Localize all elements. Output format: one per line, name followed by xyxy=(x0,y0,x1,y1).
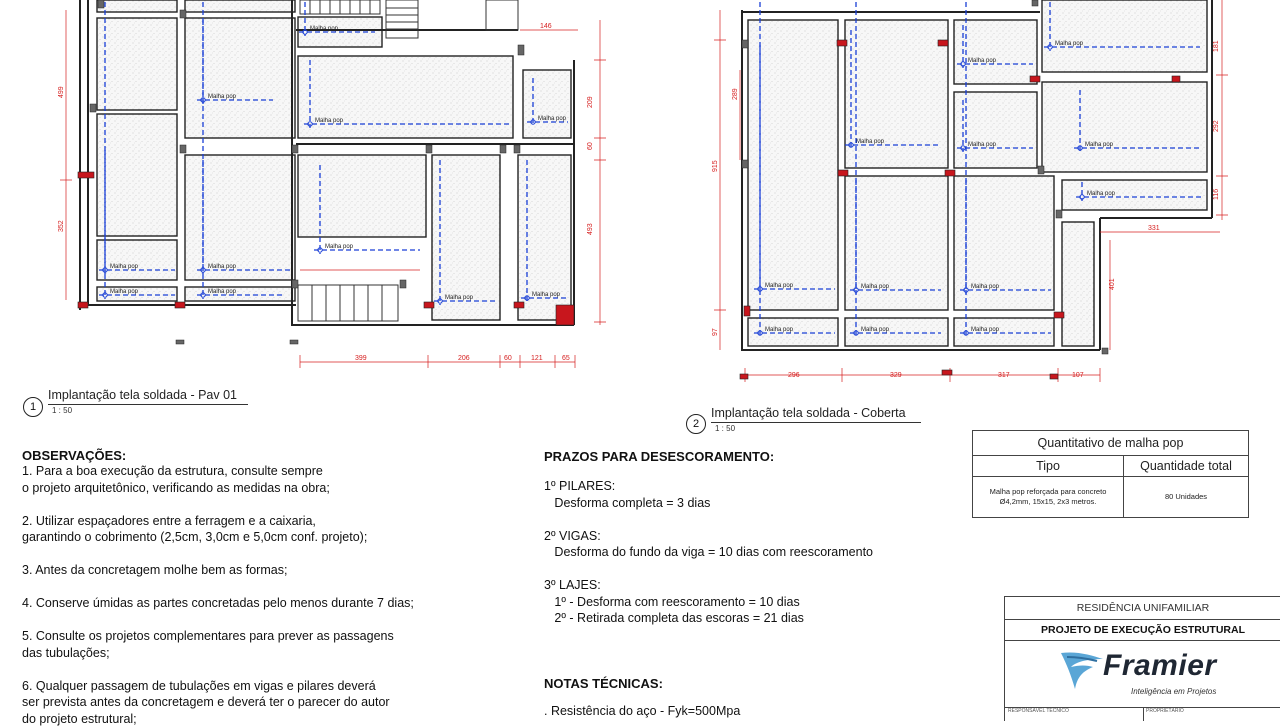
p1-dim-r2: 60 xyxy=(587,142,594,150)
col-tipo: Tipo xyxy=(973,456,1124,477)
mesh-label: Malha pop xyxy=(208,289,237,295)
prazos-block xyxy=(544,449,873,627)
mesh-label: Malha pop xyxy=(765,283,794,289)
notas-title: NOTAS TÉCNICAS: xyxy=(544,676,740,691)
row-tipo-line1: Malha pop reforçada para concreto xyxy=(974,487,1122,497)
text-line: 5. Consulte os projetos complementares para prever as passagens xyxy=(22,628,414,645)
prazos-title: PRAZOS PARA DESESCORAMENTO: xyxy=(544,449,873,464)
stamp-tagline: Inteligência em Projetos xyxy=(1131,687,1216,696)
observacoes-title: OBSERVAÇÕES: xyxy=(22,448,414,463)
mesh-label: Malha pop xyxy=(1055,41,1084,47)
row-tipo xyxy=(973,477,1124,518)
stamp-project: PROJETO DE EXECUÇÃO ESTRUTURAL xyxy=(1005,620,1280,641)
row-tipo-line2: Ø4,2mm, 15x15, 2x3 metros. xyxy=(974,497,1122,507)
mesh-label: Malha pop xyxy=(110,289,139,295)
text-line: 4. Conserve úmidas as partes concretadas pelo menos durante 7 dias; xyxy=(22,595,414,612)
p1-dim-b1: 206 xyxy=(458,355,470,362)
p1-dim-b2: 60 xyxy=(504,355,512,362)
title-stamp xyxy=(1004,596,1280,721)
text-line: 2. Utilizar espaçadores entre a ferragem e a caixaria, xyxy=(22,513,414,530)
p2-dim-l2: 97 xyxy=(712,328,719,336)
mesh-label: Malha pop xyxy=(208,264,237,270)
p1-title: Implantação tela soldada - Pav 01 xyxy=(48,388,237,402)
p1-dim-r3: 493 xyxy=(587,223,594,235)
mesh-label: Malha pop xyxy=(968,142,997,148)
text-line: Desforma completa = 3 dias xyxy=(544,495,873,512)
text-line xyxy=(22,546,414,563)
text-line xyxy=(544,561,873,578)
p1-dim-l1: 352 xyxy=(58,220,65,232)
mesh-label: Malha pop xyxy=(325,244,354,250)
mesh-label: Malha pop xyxy=(856,139,885,145)
mesh-label: Malha pop xyxy=(1087,191,1116,197)
p2-dim-r0: 181 xyxy=(1213,40,1220,52)
text-line: 6. Qualquer passagem de tubulações em vigas e pilares deverá xyxy=(22,678,414,695)
p2-dim-b2: 317 xyxy=(998,372,1010,379)
mesh-label: Malha pop xyxy=(861,284,890,290)
text-line: 1º - Desforma com reescoramento = 10 dias xyxy=(544,594,873,611)
text-line xyxy=(22,612,414,629)
p1-dim-r1: 209 xyxy=(587,96,594,108)
text-line: 3. Antes da concretagem molhe bem as formas; xyxy=(22,562,414,579)
p2-scale: 1 : 50 xyxy=(715,424,735,433)
p2-title: Implantação tela soldada - Coberta xyxy=(711,406,906,420)
p2-dim-b0: 296 xyxy=(788,372,800,379)
notas-block xyxy=(544,676,740,720)
p1-dim-b4: 65 xyxy=(562,355,570,362)
text-line xyxy=(22,579,414,596)
text-line: 2º VIGAS: xyxy=(544,528,873,545)
mesh-label: Malha pop xyxy=(1085,142,1114,148)
text-line: 1º PILARES: xyxy=(544,478,873,495)
stamp-field-right: PROPRIETÁRIO xyxy=(1146,708,1184,714)
quantitativo-table xyxy=(972,430,1249,518)
p2-dim-mid: 331 xyxy=(1148,225,1160,232)
p1-dim-b0: 399 xyxy=(355,355,367,362)
mesh-label: Malha pop xyxy=(208,94,237,100)
mesh-label: Malha pop xyxy=(971,327,1000,333)
plan-pav01 xyxy=(58,0,606,368)
text-line: o projeto arquitetônico, verificando as medidas na obra; xyxy=(22,480,414,497)
stamp-field-left: RESPONSÁVEL TÉCNICO xyxy=(1008,708,1069,714)
mesh-label: Malha pop xyxy=(538,116,567,122)
stamp-client: RESIDÊNCIA UNIFAMILIAR xyxy=(1005,597,1280,620)
text-line: das tubulações; xyxy=(22,645,414,662)
p2-dim-l0: 289 xyxy=(732,88,739,100)
text-line: garantindo o cobrimento (2,5cm, 3,0cm e 5,0cm conf. projeto); xyxy=(22,529,414,546)
framier-logo-swoosh-icon xyxy=(1059,649,1105,693)
p1-scale: 1 : 50 xyxy=(52,406,72,415)
mesh-label: Malha pop xyxy=(310,26,339,32)
mesh-label: Malha pop xyxy=(765,327,794,333)
observacoes-block xyxy=(22,448,414,727)
p1-dim-l0: 499 xyxy=(58,86,65,98)
text-line xyxy=(544,511,873,528)
text-line: 1. Para a boa execução da estrutura, consulte sempre xyxy=(22,463,414,480)
stamp-logo-area xyxy=(1005,641,1280,707)
mesh-label: Malha pop xyxy=(445,295,474,301)
p1-dim-r0: 146 xyxy=(540,23,552,30)
mesh-label: Malha pop xyxy=(110,264,139,270)
text-line: . Resistência do aço - Fyk=500Mpa xyxy=(544,703,740,720)
row-quantidade: 80 Unidades xyxy=(1124,477,1249,518)
mesh-label: Malha pop xyxy=(861,327,890,333)
stamp-brand: Framier xyxy=(1103,649,1217,683)
p1-number-circle: 1 xyxy=(23,397,43,417)
p2-dim-r3: 401 xyxy=(1109,278,1116,290)
text-line: Desforma do fundo da viga = 10 dias com reescoramento xyxy=(544,544,873,561)
p2-dim-l1: 915 xyxy=(712,160,719,172)
text-line xyxy=(22,661,414,678)
mesh-label: Malha pop xyxy=(971,284,1000,290)
mesh-label: Malha pop xyxy=(532,292,561,298)
mesh-label: Malha pop xyxy=(315,118,344,124)
text-line: do projeto estrutural; xyxy=(22,711,414,727)
p2-dim-r1: 292 xyxy=(1213,120,1220,132)
text-line: 3º LAJES: xyxy=(544,577,873,594)
text-line: 2º - Retirada completa das escoras = 21 dias xyxy=(544,610,873,627)
p2-dim-b1: 329 xyxy=(890,372,902,379)
quantitativo-title: Quantitativo de malha pop xyxy=(973,431,1249,456)
col-quantidade: Quantidade total xyxy=(1124,456,1249,477)
p2-number-circle: 2 xyxy=(686,414,706,434)
p1-dim-b3: 121 xyxy=(531,355,543,362)
text-line: ser prevista antes da concretagem e deverá ter o parecer do autor xyxy=(22,694,414,711)
p2-dim-b3: 107 xyxy=(1072,372,1084,379)
text-line xyxy=(22,496,414,513)
mesh-label: Malha pop xyxy=(968,58,997,64)
p2-dim-r2: 116 xyxy=(1213,189,1220,200)
